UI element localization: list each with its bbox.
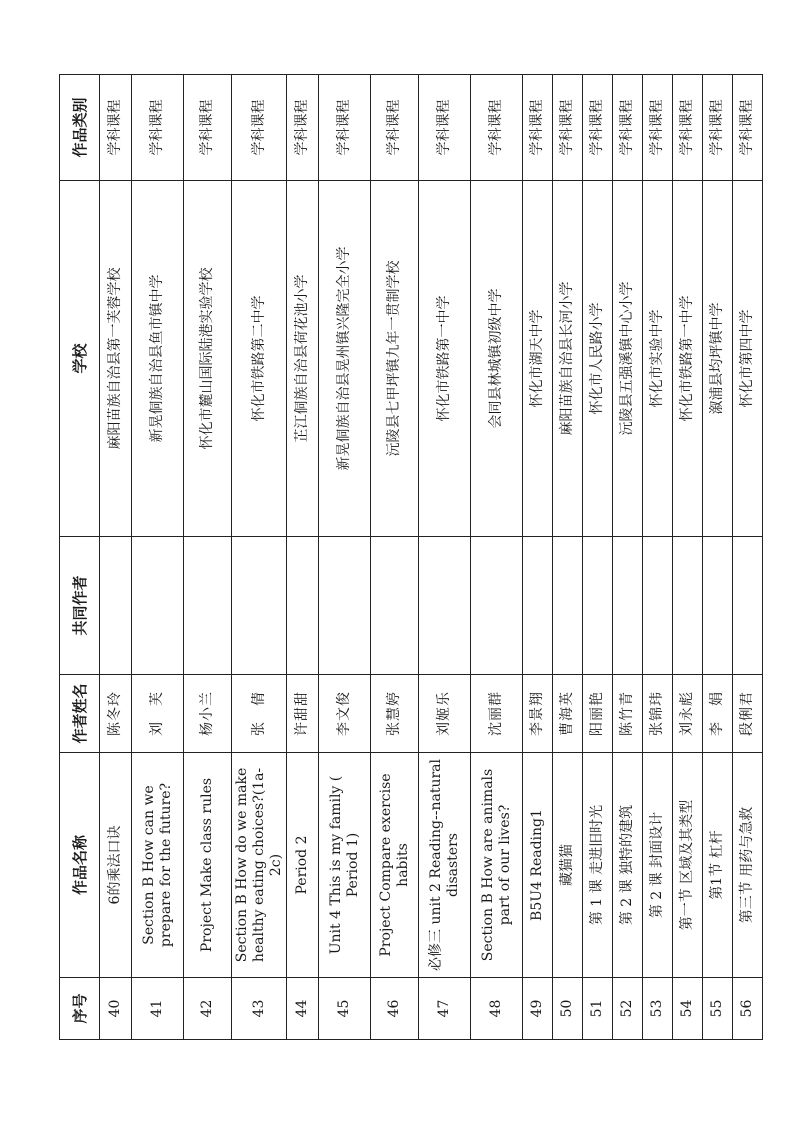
row-author: 李文俊 bbox=[319, 675, 371, 753]
row-school: 怀化市铁路第一中学 bbox=[673, 181, 703, 537]
row-title: 藏猫猫 bbox=[553, 753, 583, 978]
row-category: 学科课程 bbox=[287, 75, 319, 181]
row-author: 张锦玮 bbox=[643, 675, 673, 753]
row-title: Project Make class rules bbox=[184, 753, 232, 978]
row-school: 麻阳苗族自治县第一芙蓉学校 bbox=[100, 181, 132, 537]
row-coauthor bbox=[703, 537, 733, 675]
header-title: 作品名称 bbox=[60, 753, 100, 978]
row-no: 49 bbox=[523, 978, 553, 1040]
row-school: 怀化市麓山国际陆港实验学校 bbox=[184, 181, 232, 537]
row-category: 学科课程 bbox=[132, 75, 184, 181]
row-author: 陈冬玲 bbox=[100, 675, 132, 753]
row-no: 42 bbox=[184, 978, 232, 1040]
row-category: 学科课程 bbox=[643, 75, 673, 181]
row-no: 52 bbox=[613, 978, 643, 1040]
table-row bbox=[583, 75, 613, 1040]
row-coauthor bbox=[319, 537, 371, 675]
table-row bbox=[184, 75, 232, 1040]
row-coauthor bbox=[673, 537, 703, 675]
table-row bbox=[553, 75, 583, 1040]
table-row bbox=[643, 75, 673, 1040]
row-category: 学科课程 bbox=[613, 75, 643, 181]
row-title: Project Compare exercise habits bbox=[371, 753, 419, 978]
row-category: 学科课程 bbox=[232, 75, 287, 181]
row-coauthor bbox=[643, 537, 673, 675]
row-title: 第 1 课 走进旧时光 bbox=[583, 753, 613, 978]
header-category: 作品类别 bbox=[60, 75, 100, 181]
row-title: 必修三 unit 2 Reading--natural disasters bbox=[419, 753, 471, 978]
row-title: 第 2 课 封面设计 bbox=[643, 753, 673, 978]
row-coauthor bbox=[733, 537, 763, 675]
row-title: Unit 4 This is my family ( Period 1) bbox=[319, 753, 371, 978]
row-category: 学科课程 bbox=[703, 75, 733, 181]
row-coauthor bbox=[583, 537, 613, 675]
row-coauthor bbox=[100, 537, 132, 675]
table-row bbox=[523, 75, 553, 1040]
row-school: 怀化市铁路第一中学 bbox=[419, 181, 471, 537]
row-title: 第一节 区域及其类型 bbox=[673, 753, 703, 978]
row-no: 46 bbox=[371, 978, 419, 1040]
row-school: 新晃侗族自治县鱼市镇中学 bbox=[132, 181, 184, 537]
row-school: 怀化市人民路小学 bbox=[583, 181, 613, 537]
row-school: 芷江侗族自治县荷花池小学 bbox=[287, 181, 319, 537]
row-school: 溆浦县均坪镇中学 bbox=[703, 181, 733, 537]
row-coauthor bbox=[184, 537, 232, 675]
row-no: 48 bbox=[471, 978, 523, 1040]
row-category: 学科课程 bbox=[319, 75, 371, 181]
row-no: 53 bbox=[643, 978, 673, 1040]
row-no: 45 bbox=[319, 978, 371, 1040]
row-no: 55 bbox=[703, 978, 733, 1040]
table-row bbox=[419, 75, 471, 1040]
row-title: 6的乘法口诀 bbox=[100, 753, 132, 978]
table-row bbox=[471, 75, 523, 1040]
row-author: 杨小兰 bbox=[184, 675, 232, 753]
works-table bbox=[59, 74, 763, 1040]
row-no: 54 bbox=[673, 978, 703, 1040]
row-no: 56 bbox=[733, 978, 763, 1040]
row-author: 沈丽群 bbox=[471, 675, 523, 753]
table-row bbox=[287, 75, 319, 1040]
row-coauthor bbox=[613, 537, 643, 675]
row-title: 第1节 杠杆 bbox=[703, 753, 733, 978]
row-coauthor bbox=[419, 537, 471, 675]
row-author: 刘姬乐 bbox=[419, 675, 471, 753]
row-title: Section B How can we prepare for the future? bbox=[132, 753, 184, 978]
row-category: 学科课程 bbox=[371, 75, 419, 181]
table-header-row bbox=[60, 75, 100, 1040]
row-author: 李景翔 bbox=[523, 675, 553, 753]
table-row bbox=[733, 75, 763, 1040]
row-no: 44 bbox=[287, 978, 319, 1040]
row-no: 41 bbox=[132, 978, 184, 1040]
row-category: 学科课程 bbox=[733, 75, 763, 181]
row-coauthor bbox=[553, 537, 583, 675]
row-author: 段俐君 bbox=[733, 675, 763, 753]
table-row bbox=[232, 75, 287, 1040]
row-title: Period 2 bbox=[287, 753, 319, 978]
header-school: 学校 bbox=[60, 181, 100, 537]
row-title: Section B How are animals part of our lives? bbox=[471, 753, 523, 978]
row-no: 50 bbox=[553, 978, 583, 1040]
row-author: 张慧婷 bbox=[371, 675, 419, 753]
row-no: 43 bbox=[232, 978, 287, 1040]
row-school: 新晃侗族自治县晃州镇兴隆完全小学 bbox=[319, 181, 371, 537]
table-row bbox=[673, 75, 703, 1040]
row-author: 许甜甜 bbox=[287, 675, 319, 753]
table-row bbox=[613, 75, 643, 1040]
row-school: 怀化市湖天中学 bbox=[523, 181, 553, 537]
table-row bbox=[319, 75, 371, 1040]
table-row bbox=[100, 75, 132, 1040]
row-coauthor bbox=[232, 537, 287, 675]
row-school: 会同县林城镇初级中学 bbox=[471, 181, 523, 537]
row-category: 学科课程 bbox=[419, 75, 471, 181]
row-school: 沅陵县七甲坪镇九年一贯制学校 bbox=[371, 181, 419, 537]
row-author: 曹海英 bbox=[553, 675, 583, 753]
row-coauthor bbox=[471, 537, 523, 675]
table-row bbox=[132, 75, 184, 1040]
row-coauthor bbox=[523, 537, 553, 675]
row-no: 47 bbox=[419, 978, 471, 1040]
row-category: 学科课程 bbox=[523, 75, 553, 181]
row-coauthor bbox=[287, 537, 319, 675]
row-category: 学科课程 bbox=[184, 75, 232, 181]
table-row bbox=[371, 75, 419, 1040]
row-title: 第三节 用药与急救 bbox=[733, 753, 763, 978]
row-school: 沅陵县五强溪镇中心小学 bbox=[613, 181, 643, 537]
header-no: 序号 bbox=[60, 978, 100, 1040]
row-category: 学科课程 bbox=[553, 75, 583, 181]
row-no: 51 bbox=[583, 978, 613, 1040]
table-row bbox=[703, 75, 733, 1040]
header-coauthor: 共同作者 bbox=[60, 537, 100, 675]
row-school: 怀化市实验中学 bbox=[643, 181, 673, 537]
row-author: 阳丽艳 bbox=[583, 675, 613, 753]
row-author: 刘 芙 bbox=[132, 675, 184, 753]
row-school: 麻阳苗族自治县长河小学 bbox=[553, 181, 583, 537]
row-no: 40 bbox=[100, 978, 132, 1040]
row-author: 李 娟 bbox=[703, 675, 733, 753]
row-school: 怀化市第四中学 bbox=[733, 181, 763, 537]
row-coauthor bbox=[371, 537, 419, 675]
row-author: 陈竹青 bbox=[613, 675, 643, 753]
row-category: 学科课程 bbox=[583, 75, 613, 181]
row-coauthor bbox=[132, 537, 184, 675]
row-category: 学科课程 bbox=[100, 75, 132, 181]
row-title: 第 2 课 独特的建筑 bbox=[613, 753, 643, 978]
row-category: 学科课程 bbox=[471, 75, 523, 181]
header-author: 作者姓名 bbox=[60, 675, 100, 753]
row-title: B5U4 Reading1 bbox=[523, 753, 553, 978]
row-title: Section B How do we make healthy eating choices?(1a-2c) bbox=[232, 753, 287, 978]
rotated-table-sheet bbox=[59, 75, 756, 1040]
row-author: 刘永彪 bbox=[673, 675, 703, 753]
row-category: 学科课程 bbox=[673, 75, 703, 181]
row-school: 怀化市铁路第二中学 bbox=[232, 181, 287, 537]
row-author: 张 倩 bbox=[232, 675, 287, 753]
